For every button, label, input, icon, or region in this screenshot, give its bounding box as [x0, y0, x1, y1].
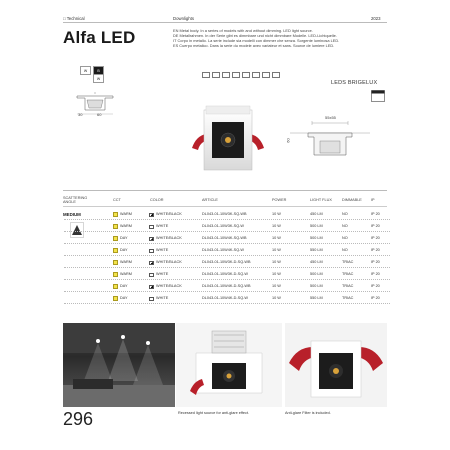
led-icon [202, 72, 210, 78]
row-divider [64, 231, 390, 232]
cct-sun-icon [113, 272, 118, 277]
color-swatch-icon [149, 237, 154, 241]
color-swatch-icon [149, 249, 154, 253]
row-ip: IP 20 [371, 224, 380, 228]
row-ip: IP 20 [371, 212, 380, 216]
row-dimmable: NO [342, 212, 348, 216]
row-cct: WARM [120, 260, 132, 264]
row-power: 10 W [272, 212, 281, 216]
row-color: WHITE/BLACK [156, 212, 182, 216]
row-flux: 550 LM [310, 296, 323, 300]
row-flux: 450 LM [310, 260, 323, 264]
cct-sun-icon [113, 260, 118, 265]
cct-sun-icon [113, 224, 118, 229]
table-row [64, 293, 390, 304]
cutout-icon [371, 90, 385, 102]
dim-width: 60 [97, 112, 102, 117]
col-color: COLOR [150, 198, 164, 202]
col-scattering: SCATTERING ANGLE [63, 196, 88, 204]
lumen-icon [262, 72, 270, 78]
row-ip: IP 20 [371, 236, 380, 240]
row-article: DL043-01-10W3K-D-SQ-W [202, 272, 248, 276]
cri-icon [272, 72, 280, 78]
row-article: DL043-01-10W4K-SQ-WB [202, 236, 247, 240]
table-row [64, 233, 390, 244]
square-icon [212, 72, 220, 78]
row-power: 10 W [272, 236, 281, 240]
row-cct: DAY [120, 284, 128, 288]
row-power: 10 W [272, 284, 281, 288]
description-line-en: EN Metal body. In a series of models with and without dimming. LED light source. [173, 28, 313, 33]
col-cct: CCT [113, 198, 121, 202]
beam-label: MEDIUM [63, 212, 81, 217]
row-color: WHITE/BLACK [156, 260, 182, 264]
color-swatch-icon [149, 297, 154, 301]
row-article: DL043-01-10W3K-D-SQ-WB [202, 260, 251, 264]
row-article: DL043-01-10W3K-SQ-W [202, 224, 244, 228]
feature-icons [202, 72, 280, 78]
row-flux: 500 LM [310, 224, 323, 228]
row-color: WHITE [156, 224, 169, 228]
row-dimmable: TRIAC [342, 284, 354, 288]
caption-recessed: Recessed light source for anti-glare effect. [178, 411, 250, 415]
row-color: WHITE [156, 296, 169, 300]
row-divider [64, 291, 390, 292]
cct-sun-icon [113, 236, 118, 241]
table-row [64, 281, 390, 292]
row-ip: IP 20 [371, 272, 380, 276]
recessed-photo-art [176, 323, 282, 407]
main-product-render [188, 100, 268, 180]
ip-icon [242, 72, 250, 78]
row-article: DL043-01-10W4K-SQ-W [202, 248, 244, 252]
row-cct: DAY [120, 248, 128, 252]
col-power: POWER [272, 198, 287, 202]
row-power: 10 W [272, 260, 281, 264]
col-flux: LIGHT FLUX [310, 198, 332, 202]
product-title: Alfa LED [63, 28, 136, 47]
row-flux: 500 LM [310, 236, 323, 240]
row-cct: WARM [120, 212, 132, 216]
row-divider [64, 219, 390, 220]
row-flux: 550 LM [310, 248, 323, 252]
row-power: 10 W [272, 248, 281, 252]
table-header-divider [63, 206, 387, 207]
row-color: WHITE/BLACK [156, 284, 182, 288]
room-photo-art [63, 323, 175, 407]
section-label: □ Technical [63, 16, 85, 21]
led-brand-label: LEDS BRIGELUX [331, 80, 378, 86]
cct-sun-icon [113, 296, 118, 301]
row-cct: DAY [120, 296, 128, 300]
table-row [64, 269, 390, 280]
row-ip: IP 20 [371, 296, 380, 300]
table-row [64, 245, 390, 256]
row-ip: IP 20 [371, 248, 380, 252]
row-cct: WARM [120, 272, 132, 276]
row-divider [64, 255, 390, 256]
class-icon [252, 72, 260, 78]
dim-cutout: 55x55 [325, 115, 336, 120]
dimmer-icon [222, 72, 230, 78]
caption-filter: Anti-glare Filter is included. [285, 411, 331, 415]
dim-height: 60 [285, 138, 291, 143]
row-divider [64, 267, 390, 268]
cct-sun-icon [113, 284, 118, 289]
technical-drawing [290, 115, 370, 165]
row-divider [64, 303, 390, 304]
swatch-black: B [93, 66, 104, 75]
cct-sun-icon [113, 212, 118, 217]
row-divider [64, 279, 390, 280]
table-row [64, 257, 390, 268]
category-label: Downlights [173, 16, 195, 21]
row-flux: 500 LM [310, 284, 323, 288]
color-swatch-icon [149, 261, 154, 265]
product-photo-recessed [176, 323, 282, 407]
row-dimmable: TRIAC [342, 260, 354, 264]
row-power: 10 W [272, 224, 281, 228]
row-color: WHITE [156, 248, 169, 252]
row-dimmable: NO [342, 236, 348, 240]
row-divider [64, 243, 390, 244]
filter-photo-art [285, 323, 387, 407]
swatch-white-inner: W [93, 74, 104, 83]
row-flux: 500 LM [310, 272, 323, 276]
row-dimmable: NO [342, 224, 348, 228]
product-photo-filter [285, 323, 387, 407]
color-swatch-icon [149, 225, 154, 229]
description-line-es: ES Cuerpo metalico. Dans la serie du modele avec variateur et sans. Source de lumiere LED. [173, 42, 335, 48]
room-photo [63, 323, 175, 407]
row-flux: 450 LM [310, 212, 323, 216]
description-line-de: DE Metallrahmen. In der Serie gibt es dimmbare und nicht dimmbare Modelle. LED-Lichtquelle. [173, 32, 337, 38]
row-dimmable: TRIAC [342, 272, 354, 276]
row-article: DL043-01-10W4K-D-SQ-W [202, 296, 248, 300]
row-ip: IP 20 [371, 260, 380, 264]
page-number: 296 [63, 409, 94, 429]
description-line-it: IT Corpo in metallo. La serie include sia modelli con dimmer che senza. Sorgente luminosa LED. [173, 37, 340, 43]
cct-sun-icon [113, 248, 118, 253]
color-swatch-icon [149, 273, 154, 277]
row-dimmable: NO [342, 248, 348, 252]
row-cct: WARM [120, 224, 132, 228]
row-power: 10 W [272, 296, 281, 300]
col-ip: IP [371, 198, 375, 202]
table-row [64, 209, 390, 220]
swatch-white: W [80, 66, 91, 75]
product-description [173, 29, 403, 49]
row-power: 10 W [272, 272, 281, 276]
table-top-divider [63, 190, 387, 191]
row-cct: DAY [120, 236, 128, 240]
row-article: DL043-01-10W3K-SQ-WB [202, 212, 247, 216]
row-article: DL043-01-10W4K-D-SQ-WB [202, 284, 251, 288]
color-swatch-icon [149, 285, 154, 289]
color-swatch-icon [149, 213, 154, 217]
year-label: 2023 [371, 16, 381, 21]
row-ip: IP 20 [371, 284, 380, 288]
header-divider [63, 22, 387, 23]
row-color: WHITE/BLACK [156, 236, 182, 240]
dim-depth: 30 [78, 112, 83, 117]
col-dimmable: DIMMABLE [342, 198, 362, 202]
col-article: ARTICLE [202, 198, 218, 202]
table-row [64, 221, 390, 232]
angle-icon [232, 72, 240, 78]
row-color: WHITE [156, 272, 169, 276]
row-dimmable: TRIAC [342, 296, 354, 300]
